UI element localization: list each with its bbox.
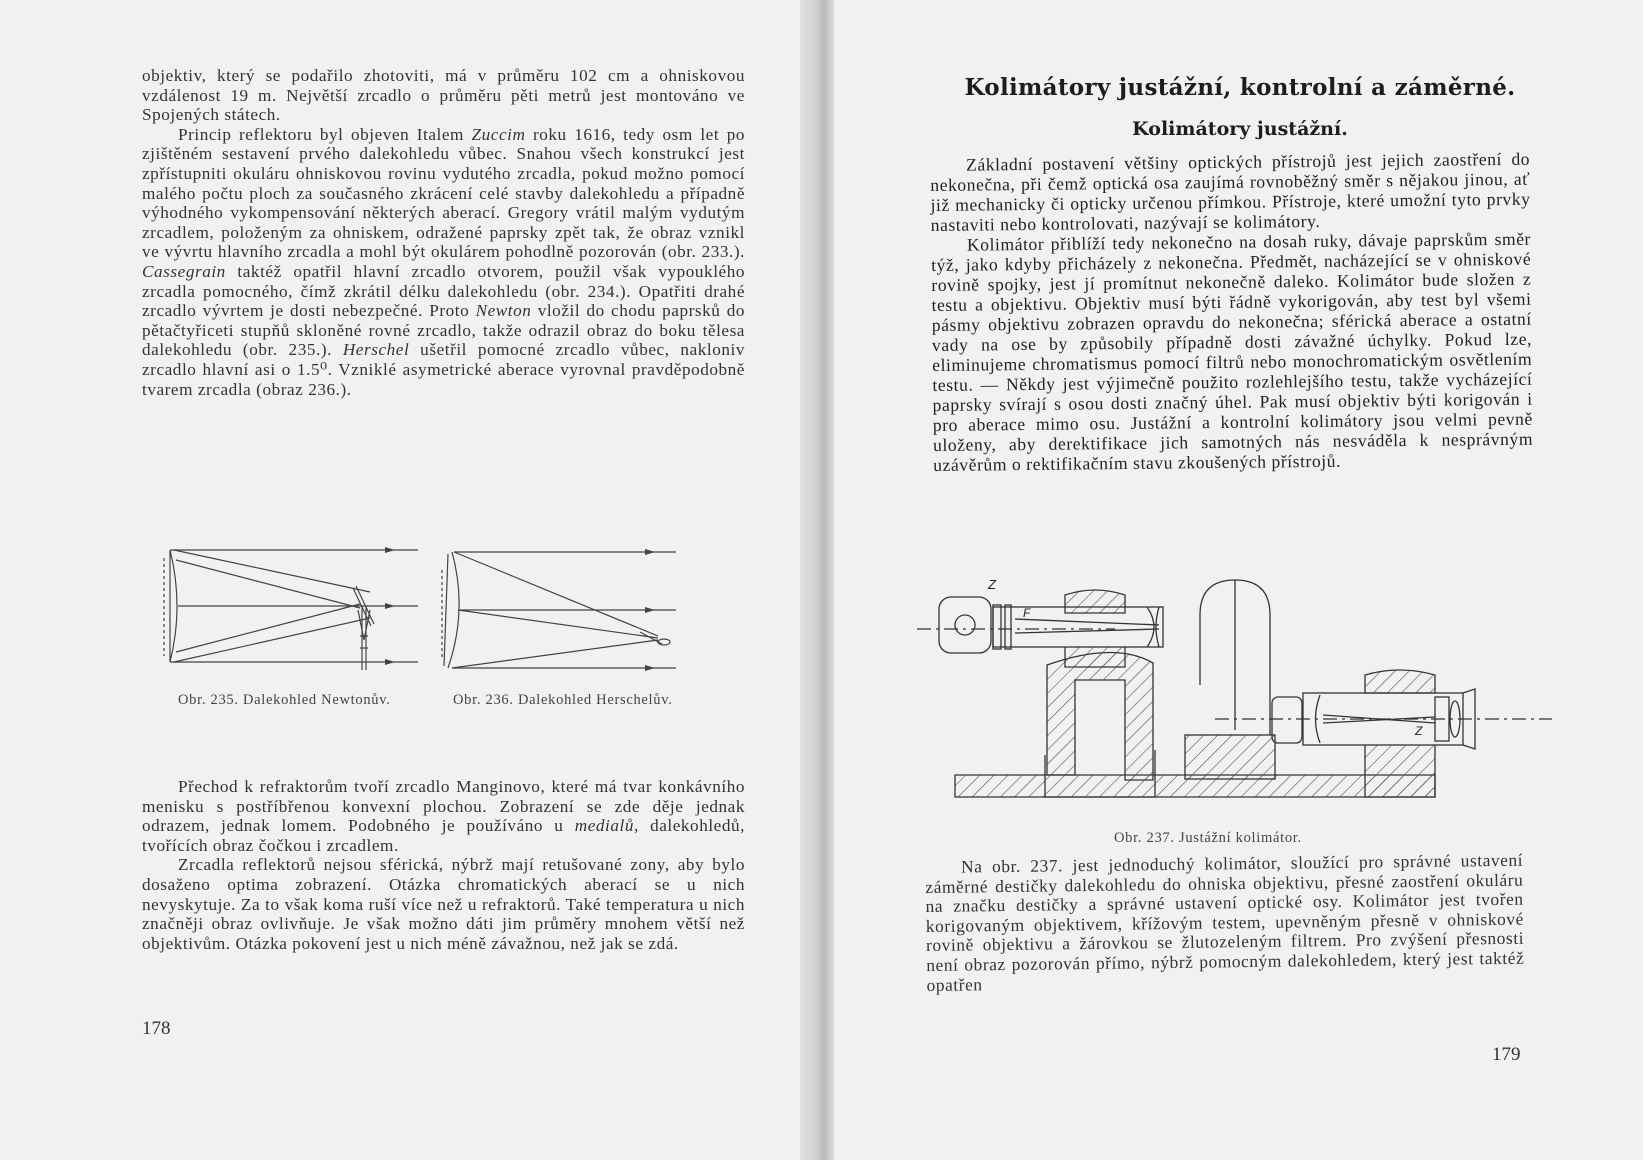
right-paragraph-1: Základní postavení většiny optických přístrojů jest jejich zaostření do nekonečna, při čemž optická osa zaujímá rovnoběžný směr s nějakou jinou, ať již mechanicky či opticky určenou přímkou. Přístroje, které umožní tyto prvky nastaviti nebo kontrolovati, nazývají se kolimátory. <box>930 148 1531 235</box>
left-paragraph-2: Princip reflektoru byl objeven Italem Zuccim roku 1616, tedy osm let po zjištěném sestavení prvého dalekohledu vůbec. Snahou všech konstrukcí jest zpřístupniti okuláru ohniskovou rovinu vydutého zrcadla, pokud možno pomocí malého počtu ploch za současného zkrácení celé stavby dalekohledu a případně výhodného vykompensování některých aberací. Gregory vrátil malým vydutým zrcadlem, položeným za ohniskem, odražené paprsky zpět tak, že obraz vznikl ve vývrtu hlavního zrcadla a mohl být okulárem pohodlně pozorován (obr. 233.). Cassegrain taktéž opatřil hlavní zrcadlo otvorem, použil však vypouklého zrcadla pomocného, čímž zkrátil délku dalekohledu (obr. 234.). Opatřiti drahé zrcadlo vývrtem je dosti nebezpečné. Proto Newton vložil do chodu paprsků do pětačtyřiceti stupňů skloněné rovné zrcadlo, takže odrazil obraz do boku tělesa dalekohledu (obr. 235.). Herschel ušetřil pomocné zrcadlo vůbec, nakloniv zrcadlo hlavní asi o 1.5⁰. Vzniklé asymetrické aberace vyrovnal pravděpodobně tvarem zrcadla (obraz 236.). <box>142 124 745 399</box>
right-bottom-text <box>925 851 1525 995</box>
section-subtitle: Kolimátory justážní. <box>1132 118 1348 140</box>
left-paragraph-4: Zrcadla reflektorů nejsou sférická, nýbrž mají retušované zony, aby bylo dosaženo optima zobrazení. Otázka chromatických aberací se u nich nevyskytuje. Za to však koma ruší více než u refraktorů. Také temperatura u nich značněji obraz ovlivňuje. Je však možno dáti jim průměry mnohem větší než objektivům. Otázka pokovení jest u nich méně závažnou, než jak se zdá. <box>142 855 745 953</box>
left-top-text <box>142 66 745 399</box>
page-number-left: 178 <box>142 1018 171 1039</box>
figure-235-newton-diagram <box>160 540 430 680</box>
figure-label-z-top: Z <box>988 577 996 592</box>
caption-figure-235: Obr. 235. Dalekohled Newtonův. <box>178 692 391 708</box>
figure-label-f: F <box>1023 606 1031 620</box>
page-number-right: 179 <box>1492 1044 1521 1065</box>
figure-label-z-right: Z <box>1415 724 1423 738</box>
right-paragraph-2: Kolimátor přiblíží tedy nekonečno na dosah ruky, dávaje paprskům směr týž, jako kdyby přicházely z nekonečna. Předmět, nacházející se v ohniskové rovině spojky, jest jí promítnut nekonečně daleko. Kolimátor bude složen z testu a objektivu. Objektiv musí býti řádně vykorigován, aby test byl všemi pásmy objektivu zobrazen opravdu do nekonečna; sférická aberace a ostatní vady na ose by způsobily případně dosti závažné úchylky. Pokud lze, eliminujeme chromatismus pomocí filtrů nebo monochromatickým osvětlením testu. — Někdy jest výjimečně použito rozlehlejšího testu, takže vycházející paprsky svírají s osou dosti značný úhel. Pak musí objektiv býti korigován i pro aberace mimo osu. Justážní a kontrolní kolimátory jsou velmi pevně uloženy, aby derektifikace jich samotných nás nesváděla k nesprávným uzávěrům o rektifikačním stavu zkoušených přístrojů. <box>931 228 1534 475</box>
right-paragraph-3: Na obr. 237. jest jednoduchý kolimátor, sloužící pro správné ustavení záměrné destičky dalekohledu do ohniska objektivu, přesné zaostření okuláru na značku destičky a správné ustavení optické osy. Kolimátor jest tvořen korigovaným objektivem, křížovým testem, upevněným přesně v ohniskové rovině objektivu a žárovkou se žlutozeleným filtrem. Pro zvýšení přesnosti není obraz pozorován přímo, nýbrž pomocným dalekohledem, který jest taktéž opatřen <box>925 849 1525 995</box>
left-paragraph-3: Přechod k refraktorům tvoří zrcadlo Manginovo, které má tvar konkávního menisku s postříbřenou konvexní plochou. Zobrazení se zde děje jednak odrazem, jednak lomem. Podobného je používáno u medialů, dalekohledů, tvořících obraz čočkou i zrcadlem. <box>142 777 745 855</box>
figure-237-collimator-diagram <box>915 577 1555 820</box>
figure-236-herschel-diagram <box>440 540 700 680</box>
caption-figure-236: Obr. 236. Dalekohled Herschelův. <box>453 692 673 708</box>
section-title: Kolimátory justážní, kontrolní a záměrné. <box>964 74 1516 101</box>
left-bottom-text <box>142 777 745 953</box>
right-top-text <box>930 149 1533 475</box>
left-paragraph-1: objektiv, který se podařilo zhotoviti, má v průměru 102 cm a ohniskovou vzdálenost 19 m. Největší zrcadlo o průměru pěti metrů jest montováno ve Spojených státech. <box>142 66 745 125</box>
left-page <box>0 0 818 1160</box>
caption-figure-237: Obr. 237. Justážní kolimátor. <box>1114 830 1302 846</box>
